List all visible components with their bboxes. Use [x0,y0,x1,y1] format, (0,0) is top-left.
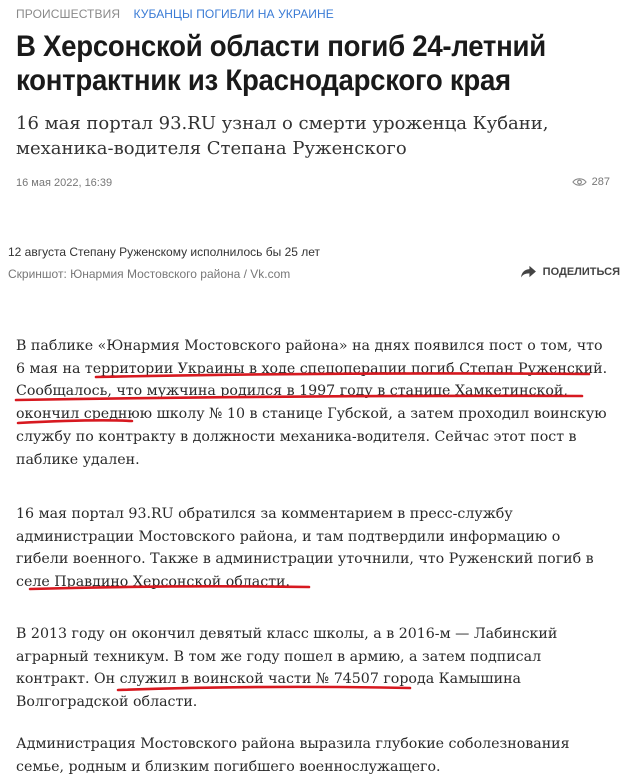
article-paragraph-3: В 2013 году он окончил девятый класс школы, а в 2016-м — Лабинский аграрный техникум. В том же году пошел в армию, а затем подписал контракт. Он служил в воинской части № 74507 города Камышина Волгоградской области. [16,626,558,711]
publish-date: 16 мая 2022, 16:39 [16,177,113,189]
share-button[interactable] [520,265,620,278]
photo-credit: Скриншот: Юнармия Мостовского района / Vk.com [8,267,291,281]
share-icon [520,265,537,278]
breadcrumb-rubric-link[interactable]: ПРОИСШЕСТВИЯ [16,7,121,21]
article-paragraph-2: 16 мая портал 93.RU обратился за комментарием в пресс-службу администрации Мостовского района, и там подтвердили информацию о гибели военного. Также в администрации уточнили, что Руженский погиб в селе Правдино Херсонской области. [16,506,594,591]
view-counter [572,176,610,188]
article-headline: В Херсонской области погиб 24-летний контрактник из Краснодарского края [16,30,546,97]
photo-caption: 12 августа Степану Руженскому исполнилось бы 25 лет [8,245,321,259]
breadcrumb-tag-link[interactable]: КУБАНЦЫ ПОГИБЛИ НА УКРАИНЕ [133,7,334,21]
view-count: 287 [591,176,610,188]
article-lead: 16 мая портал 93.RU узнал о смерти уроженца Кубани, механика-водителя Степана Руженского [16,113,549,159]
article-paragraph-4: Администрация Мостовского района выразила глубокие соболезнования семье, родным и близким погибшего военнослужащего. [16,736,570,775]
article-paragraph-1: В паблике «Юнармия Мостовского района» на днях появился пост о том, что 6 мая на территории Украины в ходе спецоперации погиб Степан Руженский. Сообщалось, что мужчина родился в 1997 году в станице Хамкетинской, окончил среднюю школу № 10 в станице Губской, а затем проходил воинскую службу по контракту в должности механика-водителя. Сейчас этот пост в паблике удален. [16,338,608,468]
eye-icon [572,177,587,187]
breadcrumb [16,7,334,21]
share-label: ПОДЕЛИТЬСЯ [542,265,620,278]
